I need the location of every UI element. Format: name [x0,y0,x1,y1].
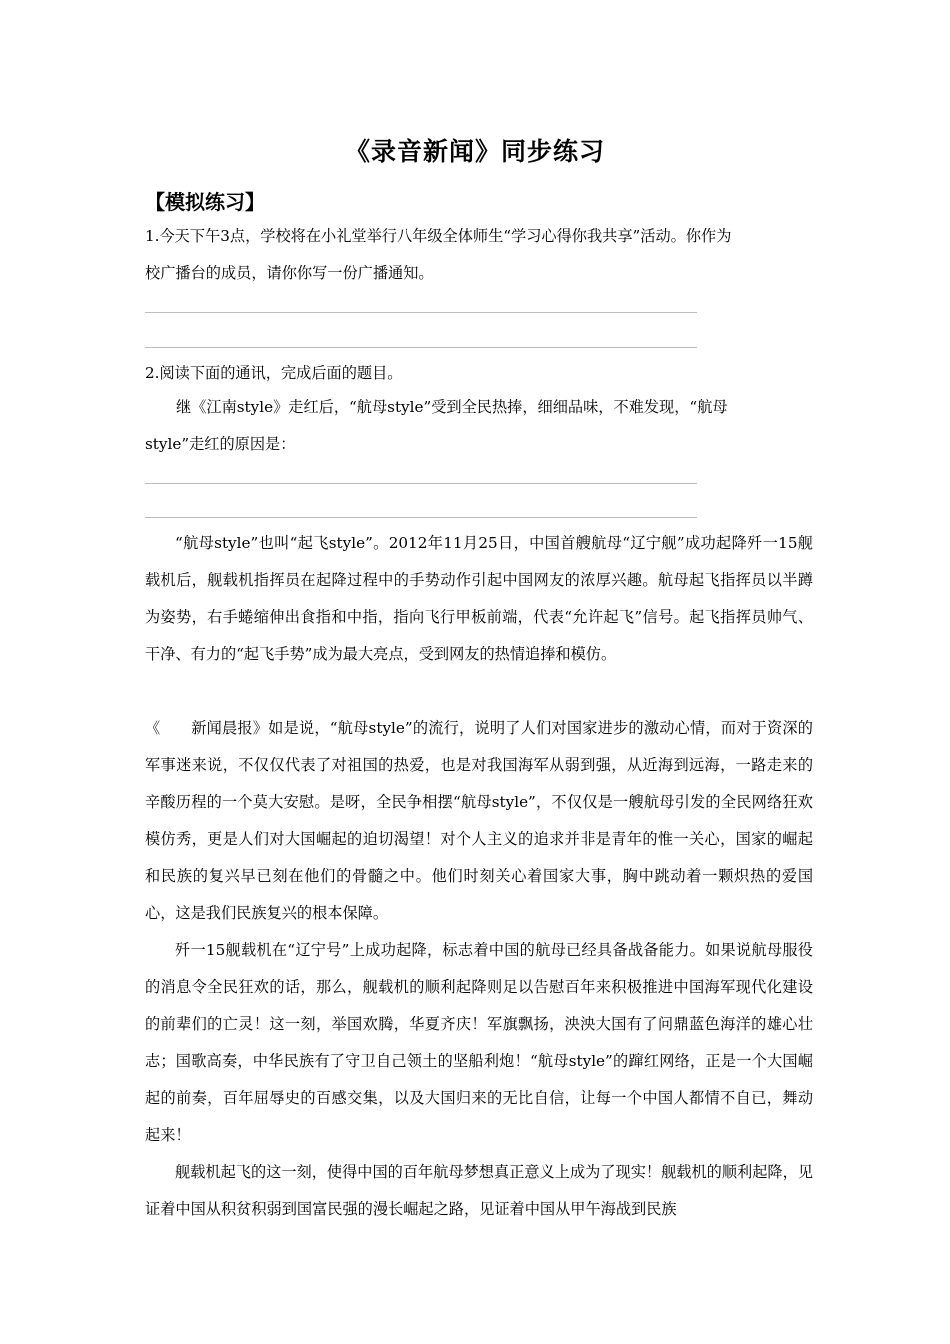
question-2-prompt-line-1: 继《江南style》走红后，“航母style”受到全民热捧，细细品味，不难发现，“航母 [176,398,728,416]
article-paragraph-3: 歼一15舰载机在“辽宁号”上成功起降，标志着中国的航母已经具备战备能力。如果说航母服役的消息令全民狂欢的话，那么，舰载机的顺利起降则足以告慰百年来积极推进中国海军现代化建设的前辈们的亡灵！这一刻，举国欢腾，华夏齐庆！军旗飘扬，泱泱大国有了问鼎蓝色海洋的雄心壮志；国歌高奏，中华民族有了守卫自己领土的坚船利炮！“航母style”的蹿红网络，正是一个大国崛起的前奏，百年屈辱史的百感交集，以及大国归来的无比自信，让每一个中国人都情不自已，舞动起来！ [145,941,813,1144]
document-title: 《录音新闻》同步练习 [344,137,605,166]
article-paragraph-4: 舰载机起飞的这一刻，使得中国的百年航母梦想真正意义上成为了现实！舰载机的顺利起降，见证着中国从积贫积弱到国富民强的漫长崛起之路，见证着中国从甲午海战到民族 [145,1163,813,1218]
answer-line[interactable] [145,483,697,484]
article-paragraph-2: 《 新闻晨报》如是说，“航母style”的流行，说明了人们对国家进步的激动心情，而对于资深的军事迷来说，不仅仅代表了对祖国的热爱，也是对我国海军从弱到强，从近海到远海，一路走来的辛酸历程的一个莫大安慰。是呀，全民争相摆“航母style”，不仅仅是一艘航母引发的全民网络狂欢模仿秀，更是人们对大国崛起的迫切渴望！对个人主义的追求并非是青年的惟一关心，国家的崛起和民族的复兴早已刻在他们的骨髓之中。他们时刻关心着国家大事，胸中跳动着一颗炽热的爱国心，这是我们民族复兴的根本保障。 [145,719,813,922]
question-2-intro: 2.阅读下面的通讯，完成后面的题目。 [145,364,403,382]
section-heading: 【模拟练习】 [145,190,265,214]
answer-line[interactable] [145,312,697,313]
question-2-prompt-line-2: style”走红的原因是： [145,435,296,453]
question-1-line-2: 校广播台的成员，请你你写一份广播通知。 [145,264,434,282]
answer-line[interactable] [145,347,697,348]
answer-line[interactable] [145,517,697,518]
question-1-line-1: 1.今天下午3点，学校将在小礼堂举行八年级全体师生“学习心得你我共享”活动。你作为 [145,227,732,245]
article-paragraph-1: “航母style”也叫“起飞style”。2012年11月25日，中国首艘航母“辽宁舰”成功起降歼一15舰载机后，舰载机指挥员在起降过程中的手势动作引起中国网友的浓厚兴趣。航母起飞指挥员以半蹲为姿势，右手蜷缩伸出食指和中指，指向飞行甲板前端，代表“允许起飞”信号。起飞指挥员帅气、干净、有力的“起飞手势”成为最大亮点，受到网友的热情追捧和模仿。 [145,534,813,663]
